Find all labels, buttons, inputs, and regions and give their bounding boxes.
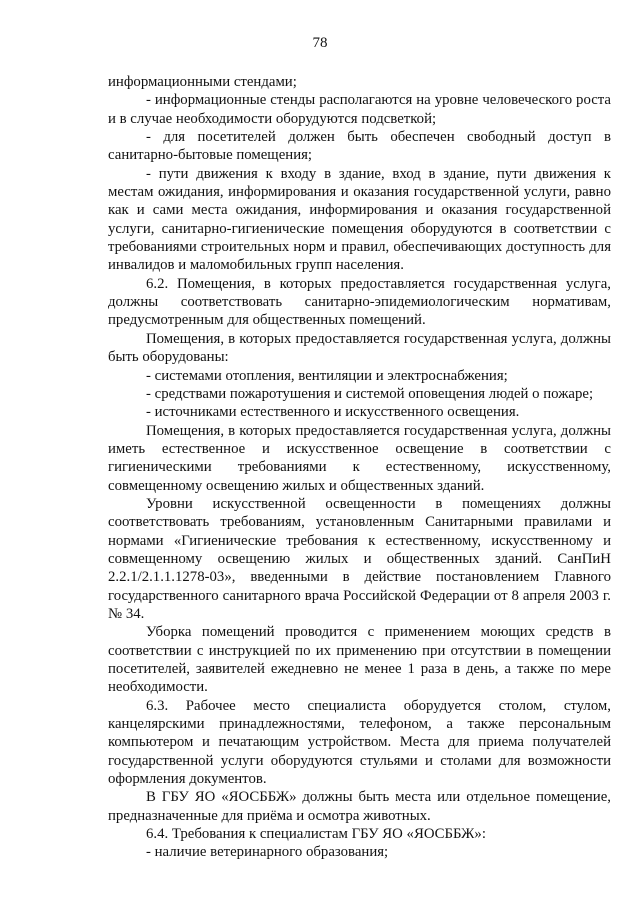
paragraph-illumination-levels: Уровни искусственной освещенности в помещениях должны соответствовать требованиям, установленным Санитарными правилами и нормами «Гигиенические требования к естественному, искусственному и совмещенному освещению жилых и общественных зданий. СанПиН 2.2.1/2.1.1.1278-03», введенными в действие постановлением Главного государственного санитарного врача Российской Федерации от 8 апреля 2003 г. № 34.: [108, 495, 611, 622]
paragraph-continuation: информационными стендами;: [108, 74, 297, 90]
page-number: 78: [312, 35, 328, 51]
paragraph-6-2: 6.2. Помещения, в которых предоставляется государственная услуга, должны соответствовать санитарно-эпидемиологическим нормативам, предусмотренным для общественных помещений.: [108, 275, 611, 329]
paragraph-lighting: Помещения, в которых предоставляется государственная услуга, должны иметь естественное и искусственное освещение в соответствии с гигиеническими требованиями к естественному, искусственному, совмещенному освещению жилых и общественных зданий.: [108, 422, 611, 494]
list-item-access: - для посетителей должен быть обеспечен свободный доступ в санитарно-бытовые помещения;: [108, 129, 611, 164]
paragraph-6-4: 6.4. Требования к специалистам ГБУ ЯО «ЯОСББЖ»:: [146, 826, 486, 843]
paragraph-6-3: 6.3. Рабочее место специалиста оборудуется столом, стулом, канцелярскими принадлежностями, телефоном, а также персональным компьютером и печатающим устройством. Места для приема получателей государственной услуги оборудуются стульями и столами для возможности оформления документов.: [108, 697, 611, 788]
body-text: [108, 73, 611, 862]
list-item-fire: - средствами пожаротушения и системой оповещения людей о пожаре;: [146, 385, 594, 402]
paragraph-animals: В ГБУ ЯО «ЯОСББЖ» должны быть места или отдельное помещение, предназначенные для приёма и осмотра животных.: [108, 789, 611, 824]
paragraph-equipment: Помещения, в которых предоставляется государственная услуга, должны быть оборудованы:: [108, 330, 611, 366]
list-item-education: - наличие ветеринарного образования;: [146, 844, 389, 861]
paragraph-cleaning: Уборка помещений проводится с применением моющих средств в соответствии с инструкцией по их применению при отсутствии в помещении посетителей, заявителей ежедневно не менее 1 раза в день, а также по мере необходимости.: [108, 624, 611, 696]
list-item-heating: - системами отопления, вентиляции и электроснабжения;: [146, 367, 508, 384]
list-item-accessibility: - пути движения к входу в здание, вход в здание, пути движения к местам ожидания, информирования и оказания государственной услуги, равно как и сами места ожидания, информирования и оказания государственной услуги, санитарно-гигиенические помещения оборудуются в соответствии с требованиями строительных норм и правил, обеспечивающих доступность для инвалидов и маломобильных групп населения.: [108, 165, 611, 274]
list-item-lighting: - источниками естественного и искусственного освещения.: [146, 404, 520, 421]
list-item-stands: - информационные стенды располагаются на уровне человеческого роста и в случае необходимости оборудуются подсветкой;: [108, 92, 611, 127]
